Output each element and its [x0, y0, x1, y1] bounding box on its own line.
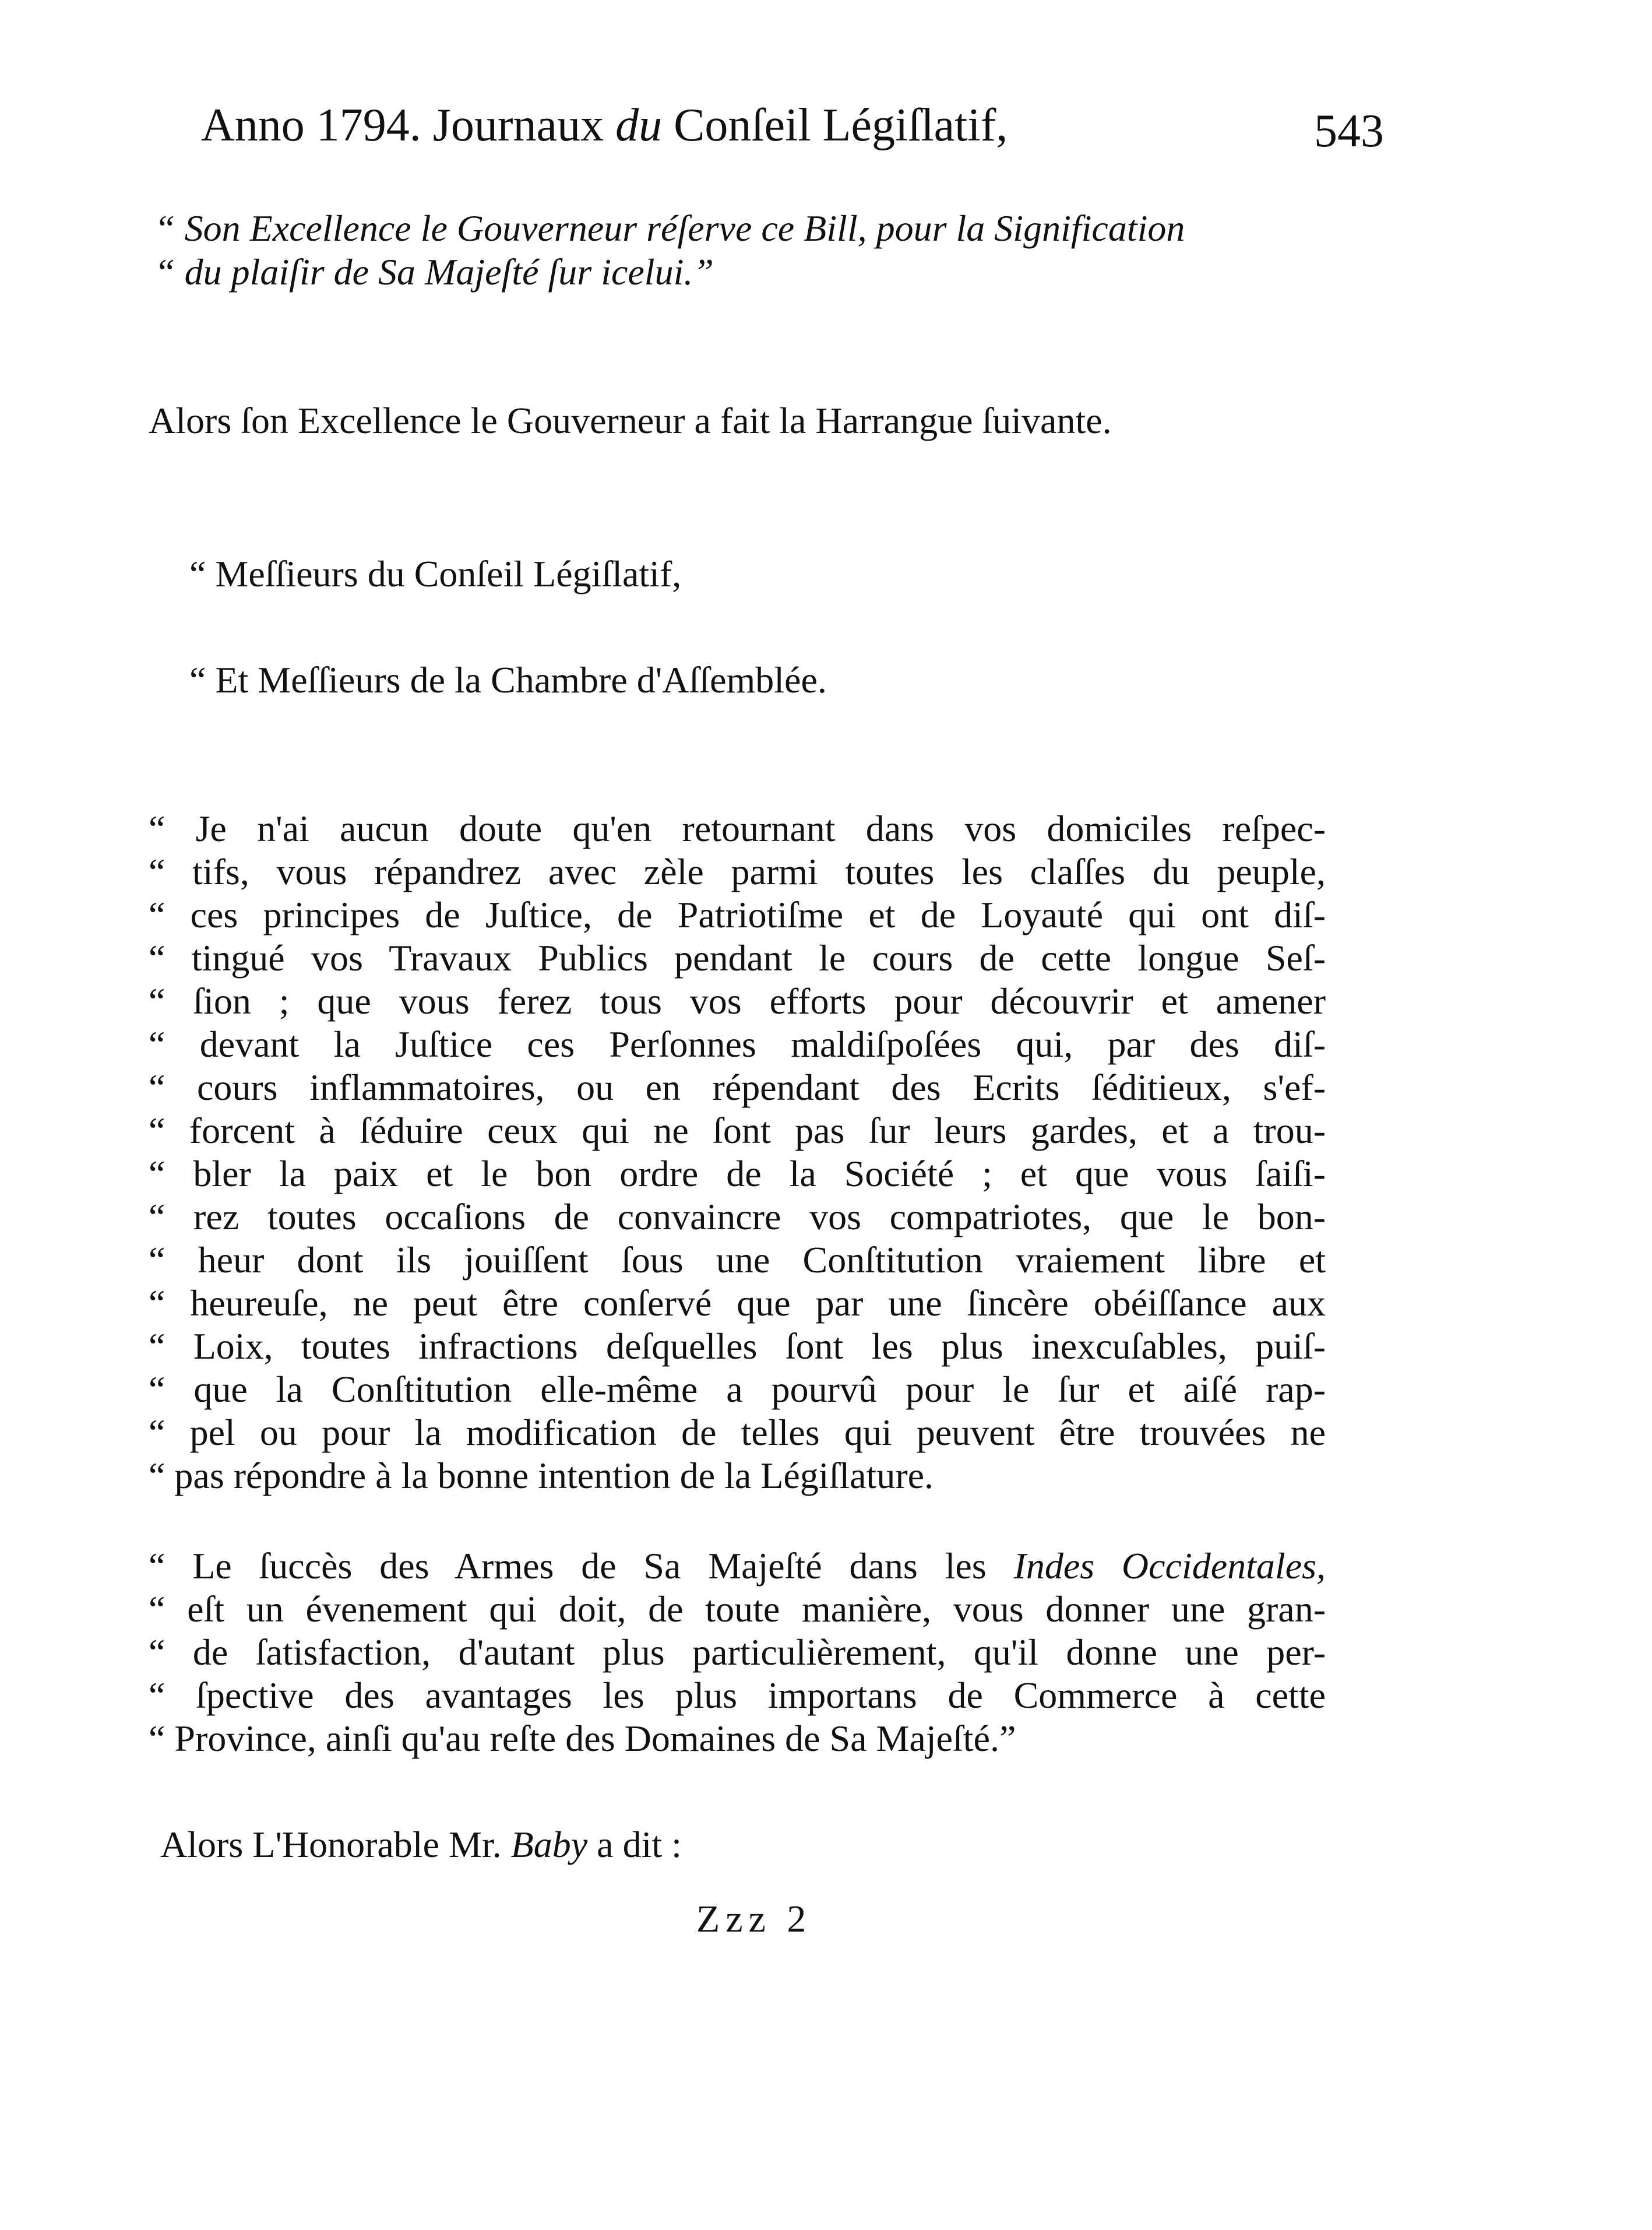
paragraph-line: “ tingué vos Travaux Publics pendant le cours de cette longue Seſ- [149, 937, 1326, 979]
bill-reservation-line-2: “ du plaiſir de Sa Majeſté ſur icelui.” [154, 251, 714, 293]
paragraph-line: “ Province, ainſi qu'au reſte des Domaines de Sa Majeſté.” [149, 1718, 1016, 1759]
paragraph-line: “ bler la paix et le bon ordre de la Société ; et que vous ſaiſi- [149, 1153, 1326, 1194]
paragraph-line: “ devant la Juſtice ces Perſonnes maldiſpoſées qui, par des diſ- [149, 1023, 1326, 1065]
paragraph-line: “ Je n'ai aucun doute qu'en retournant dans vos domiciles reſpec- [149, 808, 1326, 849]
paragraph-line: “ que la Conſtitution elle-même a pourvû pour le ſur et aiſé rap- [149, 1369, 1326, 1410]
speech-paragraph-1 [149, 807, 1326, 1497]
speech-intro: Alors ſon Excellence le Gouverneur a fait la Harrangue ſuivante. [149, 400, 1112, 441]
paragraph-line: “ ces principes de Juſtice, de Patriotiſme et de Loyauté qui ont diſ- [149, 894, 1326, 935]
address-legislative-council: “ Meſſieurs du Conſeil Légiſlatif, [189, 553, 682, 595]
paragraph-line: “ tifs, vous répandrez avec zèle parmi toutes les claſſes du peuple, [149, 851, 1326, 892]
header-title-pre: Journaux [432, 100, 604, 151]
page-number: 543 [1314, 105, 1384, 157]
closing-pre: Alors L'Honorable Mr. [160, 1824, 502, 1865]
paragraph-line: “ forcent à ſéduire ceux qui ne ſont pas ſur leurs gardes, et a trou- [149, 1110, 1326, 1151]
header-title [201, 99, 1008, 152]
paragraph-line [149, 1545, 1326, 1588]
bill-reservation-line-1: “ Son Excellence le Gouverneur réſerve ce Bill, pour la Signification [154, 207, 1185, 249]
header-title-italic: du [615, 100, 663, 151]
signature-mark: Zzz 2 [696, 1898, 812, 1940]
header-title-post: Conſeil Légiſlatif, [674, 100, 1008, 151]
paragraph-line: “ ſion ; que vous ferez tous vos efforts pour découvrir et amener [149, 980, 1326, 1022]
running-header [201, 99, 1384, 169]
closing-post: a dit : [597, 1824, 682, 1865]
paragraph-line: “ Loix, toutes infractions deſquelles ſont les plus inexcuſables, puiſ- [149, 1325, 1326, 1367]
closing-line [160, 1823, 682, 1866]
paragraph-line: “ heureuſe, ne peut être conſervé que par une ſincère obéiſſance aux [149, 1282, 1326, 1324]
paragraph-line: “ heur dont ils jouiſſent ſous une Conſtitution vraiement libre et [149, 1239, 1326, 1281]
paragraph-line: “ de ſatisfaction, d'autant plus particulièrement, qu'il donne une per- [149, 1631, 1326, 1673]
header-year: Anno 1794. [201, 100, 421, 151]
paragraph-line: “ rez toutes occaſions de convaincre vos compatriotes, que le bon- [149, 1196, 1326, 1237]
address-assembly: “ Et Meſſieurs de la Chambre d'Aſſemblée. [189, 659, 827, 701]
paragraph-line: “ pel ou pour la modification de telles qui peuvent être trouvées ne [149, 1412, 1326, 1453]
paragraph-line: “ ſpective des avantages les plus importans de Commerce à cette [149, 1675, 1326, 1716]
paragraph-2-line-1-text: “ Le ſuccès des Armes de Sa Majeſté dans les [149, 1545, 987, 1587]
paragraph-line: “ pas répondre à la bonne intention de la Légiſlature. [149, 1455, 934, 1496]
closing-name: Baby [510, 1824, 588, 1865]
paragraph-line: “ cours inflammatoires, ou en répendant des Ecrits ſéditieux, s'ef- [149, 1067, 1326, 1108]
paragraph-line: “ eſt un évenement qui doit, de toute manière, vous donner une gran- [149, 1588, 1326, 1630]
paragraph-2-line-1-italic: Indes Occidentales, [1013, 1545, 1326, 1587]
speech-paragraph-2 [149, 1545, 1326, 1760]
